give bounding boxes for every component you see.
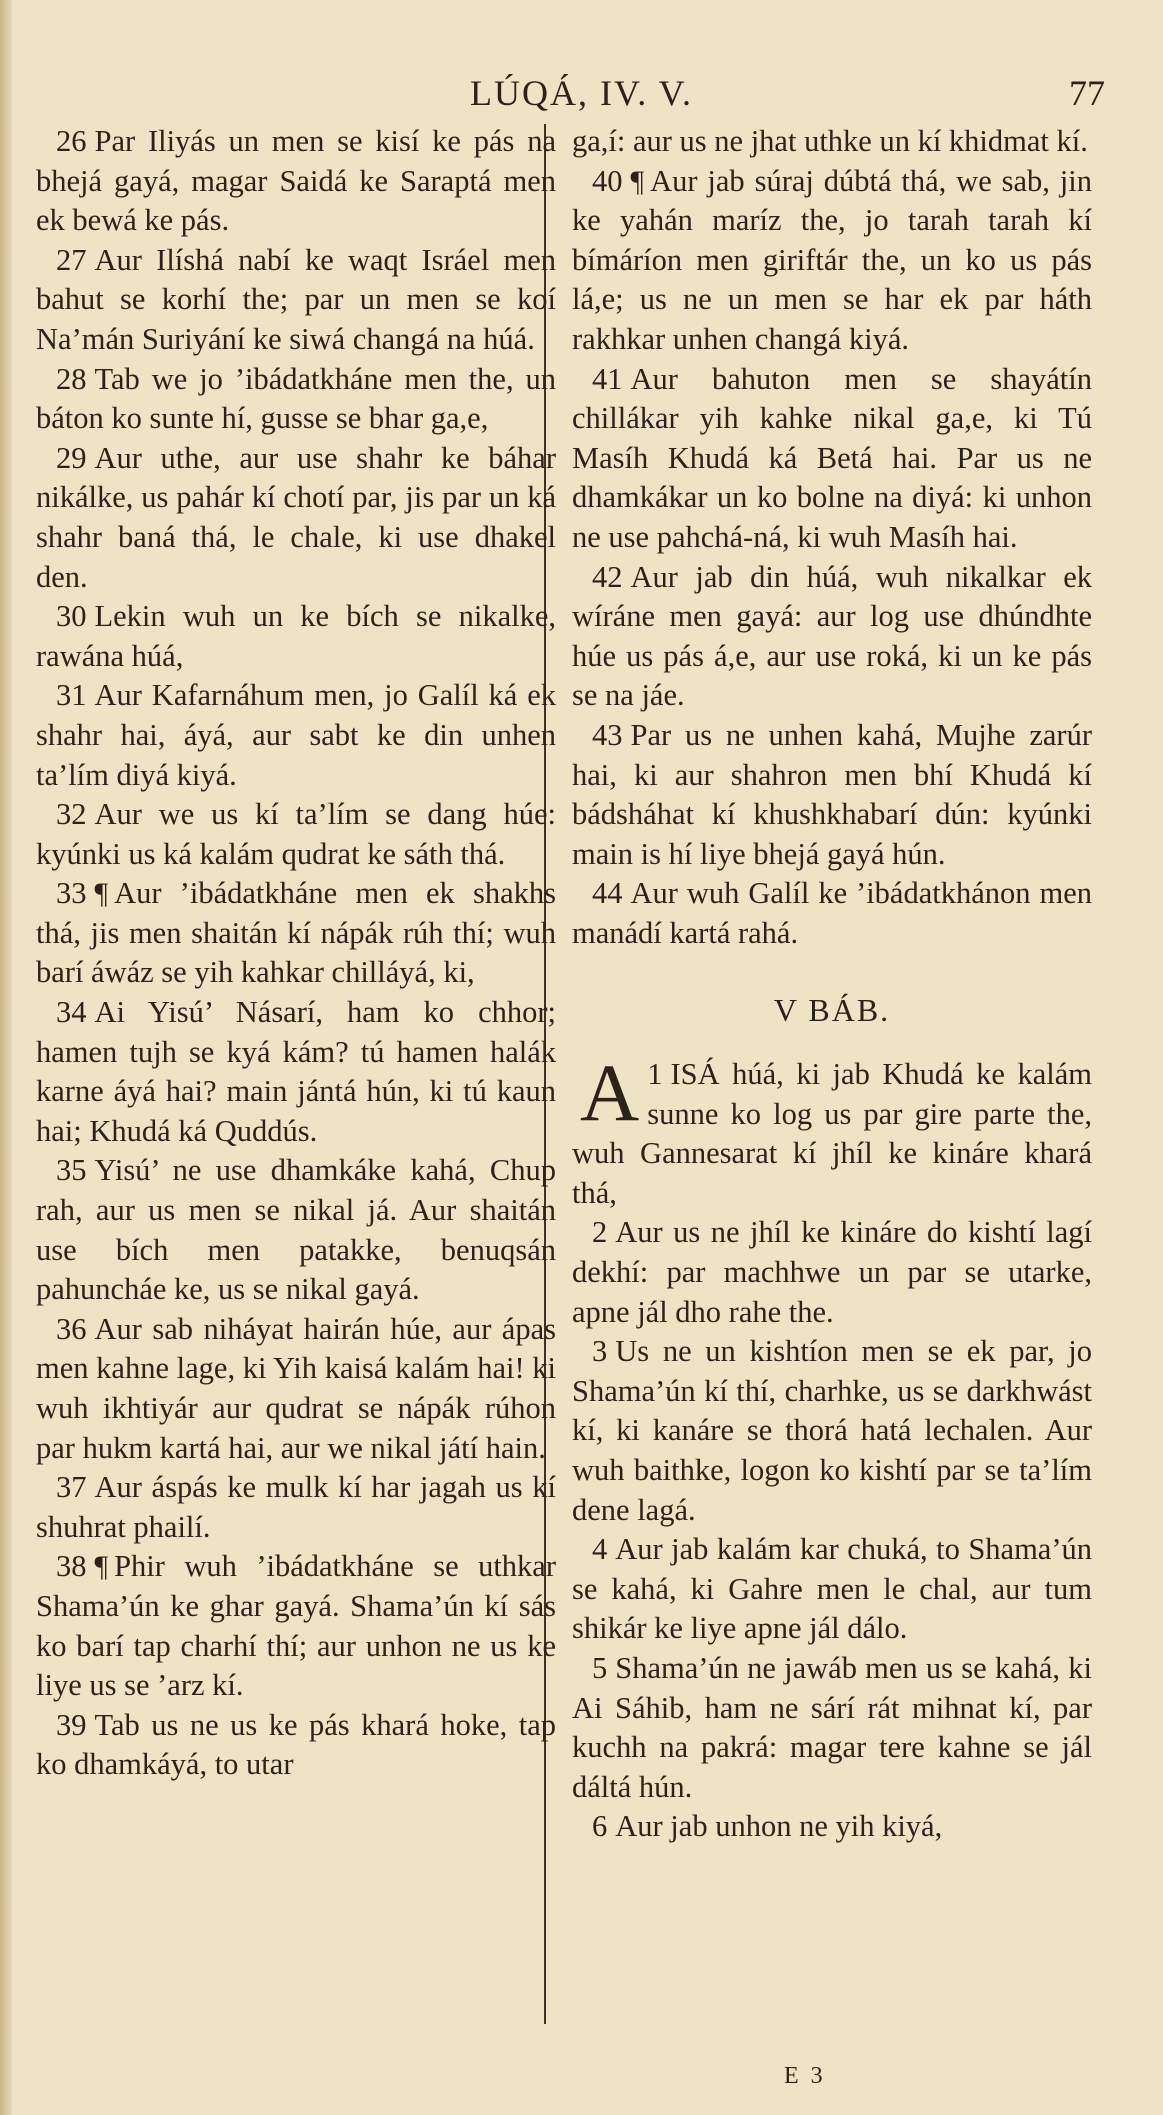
verse bbox=[572, 162, 1092, 360]
verse-text: Aur Ilíshá nabí ke waqt Isráel men bahut se korhí the; par un men se koí Na’mán Suriyání ke siwá changá na húá. bbox=[36, 242, 556, 356]
verse-text: Ai Yisú’ Násarí, ham ko chhor; hamen tujh se kyá kám? tú hamen halák karne áyá hai? main jántá hún, ki tú kaun hai; Khudá ká Quddús. bbox=[36, 995, 556, 1148]
right-column-verses-chapter-5 bbox=[572, 1213, 1092, 1847]
verse-text: Aur wuh Galíl ke ’ibádatkhánon men manádí kartá rahá. bbox=[572, 876, 1092, 950]
running-head: LÚQÁ, IV. V. bbox=[469, 73, 694, 113]
verse-text: Phir wuh ’ibádatkháne se uthkar Shama’ún ke ghar gayá. Shama’ún kí sás ko barí tap charhí thí; aur unhon ne us ke liye us se ’arz kí. bbox=[36, 1549, 556, 1703]
verse-number: 3 bbox=[592, 1334, 608, 1369]
verse bbox=[572, 1332, 1092, 1530]
chapter-first-verse bbox=[572, 1047, 1092, 1213]
verse-number: 35 bbox=[56, 1153, 87, 1188]
verse-text: Tab we jo ’ibádatkháne men the, un báton ko sunte hí, gusse se bhar ga,e, bbox=[36, 361, 556, 436]
verse-number: 41 bbox=[592, 361, 623, 396]
left-column bbox=[36, 122, 556, 1785]
verse-number: 4 bbox=[592, 1532, 608, 1567]
verse-number: 34 bbox=[56, 995, 87, 1030]
verse-number: 33 bbox=[56, 876, 87, 911]
verse-number: 43 bbox=[592, 717, 623, 752]
page-number: 77 bbox=[1069, 73, 1105, 113]
verse bbox=[572, 1213, 1092, 1332]
signature-mark: E 3 bbox=[784, 2063, 826, 2089]
verse-number: 27 bbox=[56, 242, 87, 277]
verse-text: Aur jab kalám kar chuká, to Shama’ún se kahá, ki Gahre men le chal, aur tum shikár ke liye apne jál dálo. bbox=[572, 1532, 1092, 1646]
verse-text: Yisú’ ne use dhamkáke kahá, Chup rah, aur us men se nikal já. Aur shaitán use bích men patakke, benuqsán pahuncháe ke, us se nikal gayá. bbox=[36, 1153, 556, 1307]
verse-text: Par Iliyás un men se kisí ke pás na bhejá gayá, magar Saidá ke Saraptá men ek bewá ke pás. bbox=[36, 124, 556, 238]
verse-text: Tab us ne us ke pás khará hoke, tap ko dhamkáyá, to utar bbox=[36, 1707, 556, 1782]
verse-text: Aur jab din húá, wuh nikalkar ek wíráne men gayá: aur log use dhúndhte húe us pás á,e, aur use roká, ki un ke pás se na jáe. bbox=[572, 559, 1092, 713]
verse-text: Aur uthe, aur use shahr ke báhar nikálke, us pahár kí chotí par, jis par un ká shahr baná thá, le chale, ki use dhakel den. bbox=[36, 440, 556, 594]
verse-text: Aur we us kí ta’lím se dang húe: kyúnki us ká kalám qudrat ke sáth thá. bbox=[36, 797, 556, 871]
verse bbox=[36, 676, 556, 795]
pilcrow-icon: ¶ bbox=[94, 877, 109, 911]
verse bbox=[36, 874, 556, 993]
verse-text: Par us ne unhen kahá, Mujhe zarúr hai, ki aur shahron men bhí Khudá kí bádsháhat kí khushkhabarí dún: kyúnki main is hí liye bhejá gayá hún. bbox=[572, 717, 1092, 871]
verse-text: Us ne un kishtíon men se ek par, jo Shama’ún kí thí, charhke, us se darkhwást kí, ki kanáre se thorá hatá lechalen. Aur wuh baithke, logon ko kishtí par se ta’lím dene lagá. bbox=[572, 1334, 1092, 1527]
verse bbox=[36, 1547, 556, 1705]
verse bbox=[36, 1310, 556, 1468]
verse bbox=[36, 1468, 556, 1547]
verse-number: 28 bbox=[56, 361, 87, 396]
verse bbox=[572, 716, 1092, 874]
page-header bbox=[30, 72, 1133, 122]
verse-text: Lekin wuh un ke bích se nikalke, rawána húá, bbox=[36, 599, 556, 673]
verse-number: 2 bbox=[592, 1215, 608, 1250]
verse-number: 29 bbox=[56, 440, 87, 475]
verse bbox=[36, 1151, 556, 1309]
verse-text: Aur jab súraj dúbtá thá, we sab, jin ke yahán maríz the, jo tarah tarah kí bímáríon men giriftár the, un ko us pás lá,e; us ne un men se har ek par háth rakhkar unhen changá kiyá. bbox=[572, 163, 1092, 356]
verse-text: Aur áspás ke mulk kí har jagah us kí shuhrat phailí. bbox=[36, 1470, 556, 1544]
pilcrow-icon: ¶ bbox=[94, 1550, 109, 1584]
verse-text: Aur jab unhon ne yih kiyá, bbox=[615, 1809, 943, 1844]
verse-number: 42 bbox=[592, 559, 623, 594]
verse-text: ga,í: aur us ne jhat uthke un kí khidmat kí. bbox=[572, 124, 1088, 158]
pilcrow-icon: ¶ bbox=[630, 164, 645, 198]
verse-number: 26 bbox=[56, 124, 87, 158]
verse-text: Aur Kafarnáhum men, jo Galíl ká ek shahr hai, áyá, aur sabt ke din unhen ta’lím diyá kiyá. bbox=[36, 678, 556, 792]
verse-number: 5 bbox=[592, 1650, 608, 1685]
verse bbox=[572, 360, 1092, 558]
verse-number: 40 bbox=[592, 163, 623, 198]
verse-text: Aur ’ibádatkháne men ek shakhs thá, jis men shaitán kí nápák rúh thí; wuh barí áwáz se yih kahkar chilláyá, ki, bbox=[36, 876, 556, 990]
right-column bbox=[572, 122, 1092, 1847]
verse-number: 44 bbox=[592, 876, 623, 911]
verse bbox=[36, 795, 556, 874]
verse-text: Aur bahuton men se shayátín chillákar yih kahke nikal ga,e, ki Tú Masíh Khudá ká Betá hai. Par us ne dhamkákar un ko bolne na diyá: ki unhon ne use pahchá-ná, ki wuh Masíh hai. bbox=[572, 361, 1092, 554]
verse bbox=[36, 360, 556, 439]
verse-text: Aur sab niháyat hairán húe, aur ápas men kahne lage, ki Yih kaisá kalám hai! ki wuh ikhtiyár aur qudrat se nápák rúhon par hukm kartá hai, aur we nikal játí hain. bbox=[36, 1311, 556, 1465]
verse bbox=[572, 874, 1092, 953]
verse-number: 31 bbox=[56, 678, 87, 713]
verse-number: 1 bbox=[647, 1057, 663, 1092]
chapter-heading: V BÁB. bbox=[773, 992, 891, 1029]
verse-text: ISÁ húá, ki jab Khudá ke kalám sunne ko log us par gire parte the, wuh Gannesarat kí jhíl ke kináre khará thá, bbox=[572, 1057, 1092, 1210]
verse bbox=[572, 1807, 1092, 1847]
verse bbox=[36, 993, 556, 1151]
verse-number: 6 bbox=[592, 1809, 608, 1844]
verse bbox=[36, 241, 556, 360]
verse-number: 37 bbox=[56, 1470, 87, 1505]
verse-number: 39 bbox=[56, 1707, 87, 1742]
page-edge bbox=[0, 0, 12, 2115]
verse-number: 38 bbox=[56, 1549, 87, 1584]
verse bbox=[572, 1530, 1092, 1649]
verse-number: 32 bbox=[56, 797, 87, 832]
verse-number: 36 bbox=[56, 1311, 87, 1346]
verse-text: Aur us ne jhíl ke kináre do kishtí lagí dekhí: par machhwe un par se utarke, apne jál dho rahe the. bbox=[572, 1215, 1092, 1329]
verse bbox=[36, 597, 556, 676]
verse bbox=[572, 558, 1092, 716]
verse bbox=[36, 439, 556, 597]
verse bbox=[36, 1706, 556, 1785]
verse bbox=[572, 1649, 1092, 1807]
verse bbox=[36, 122, 556, 241]
verse-number: 30 bbox=[56, 599, 87, 634]
verse-text: Shama’ún ne jawáb men us se kahá, ki Ai Sáhib, ham ne sárí rát mihnat kí, par kuchh na pakrá: magar tere kahne se jál dáltá hún. bbox=[572, 1650, 1092, 1804]
verse bbox=[572, 122, 1092, 162]
drop-cap: A bbox=[580, 1047, 640, 1139]
right-column-verses-chapter-4 bbox=[572, 122, 1092, 953]
